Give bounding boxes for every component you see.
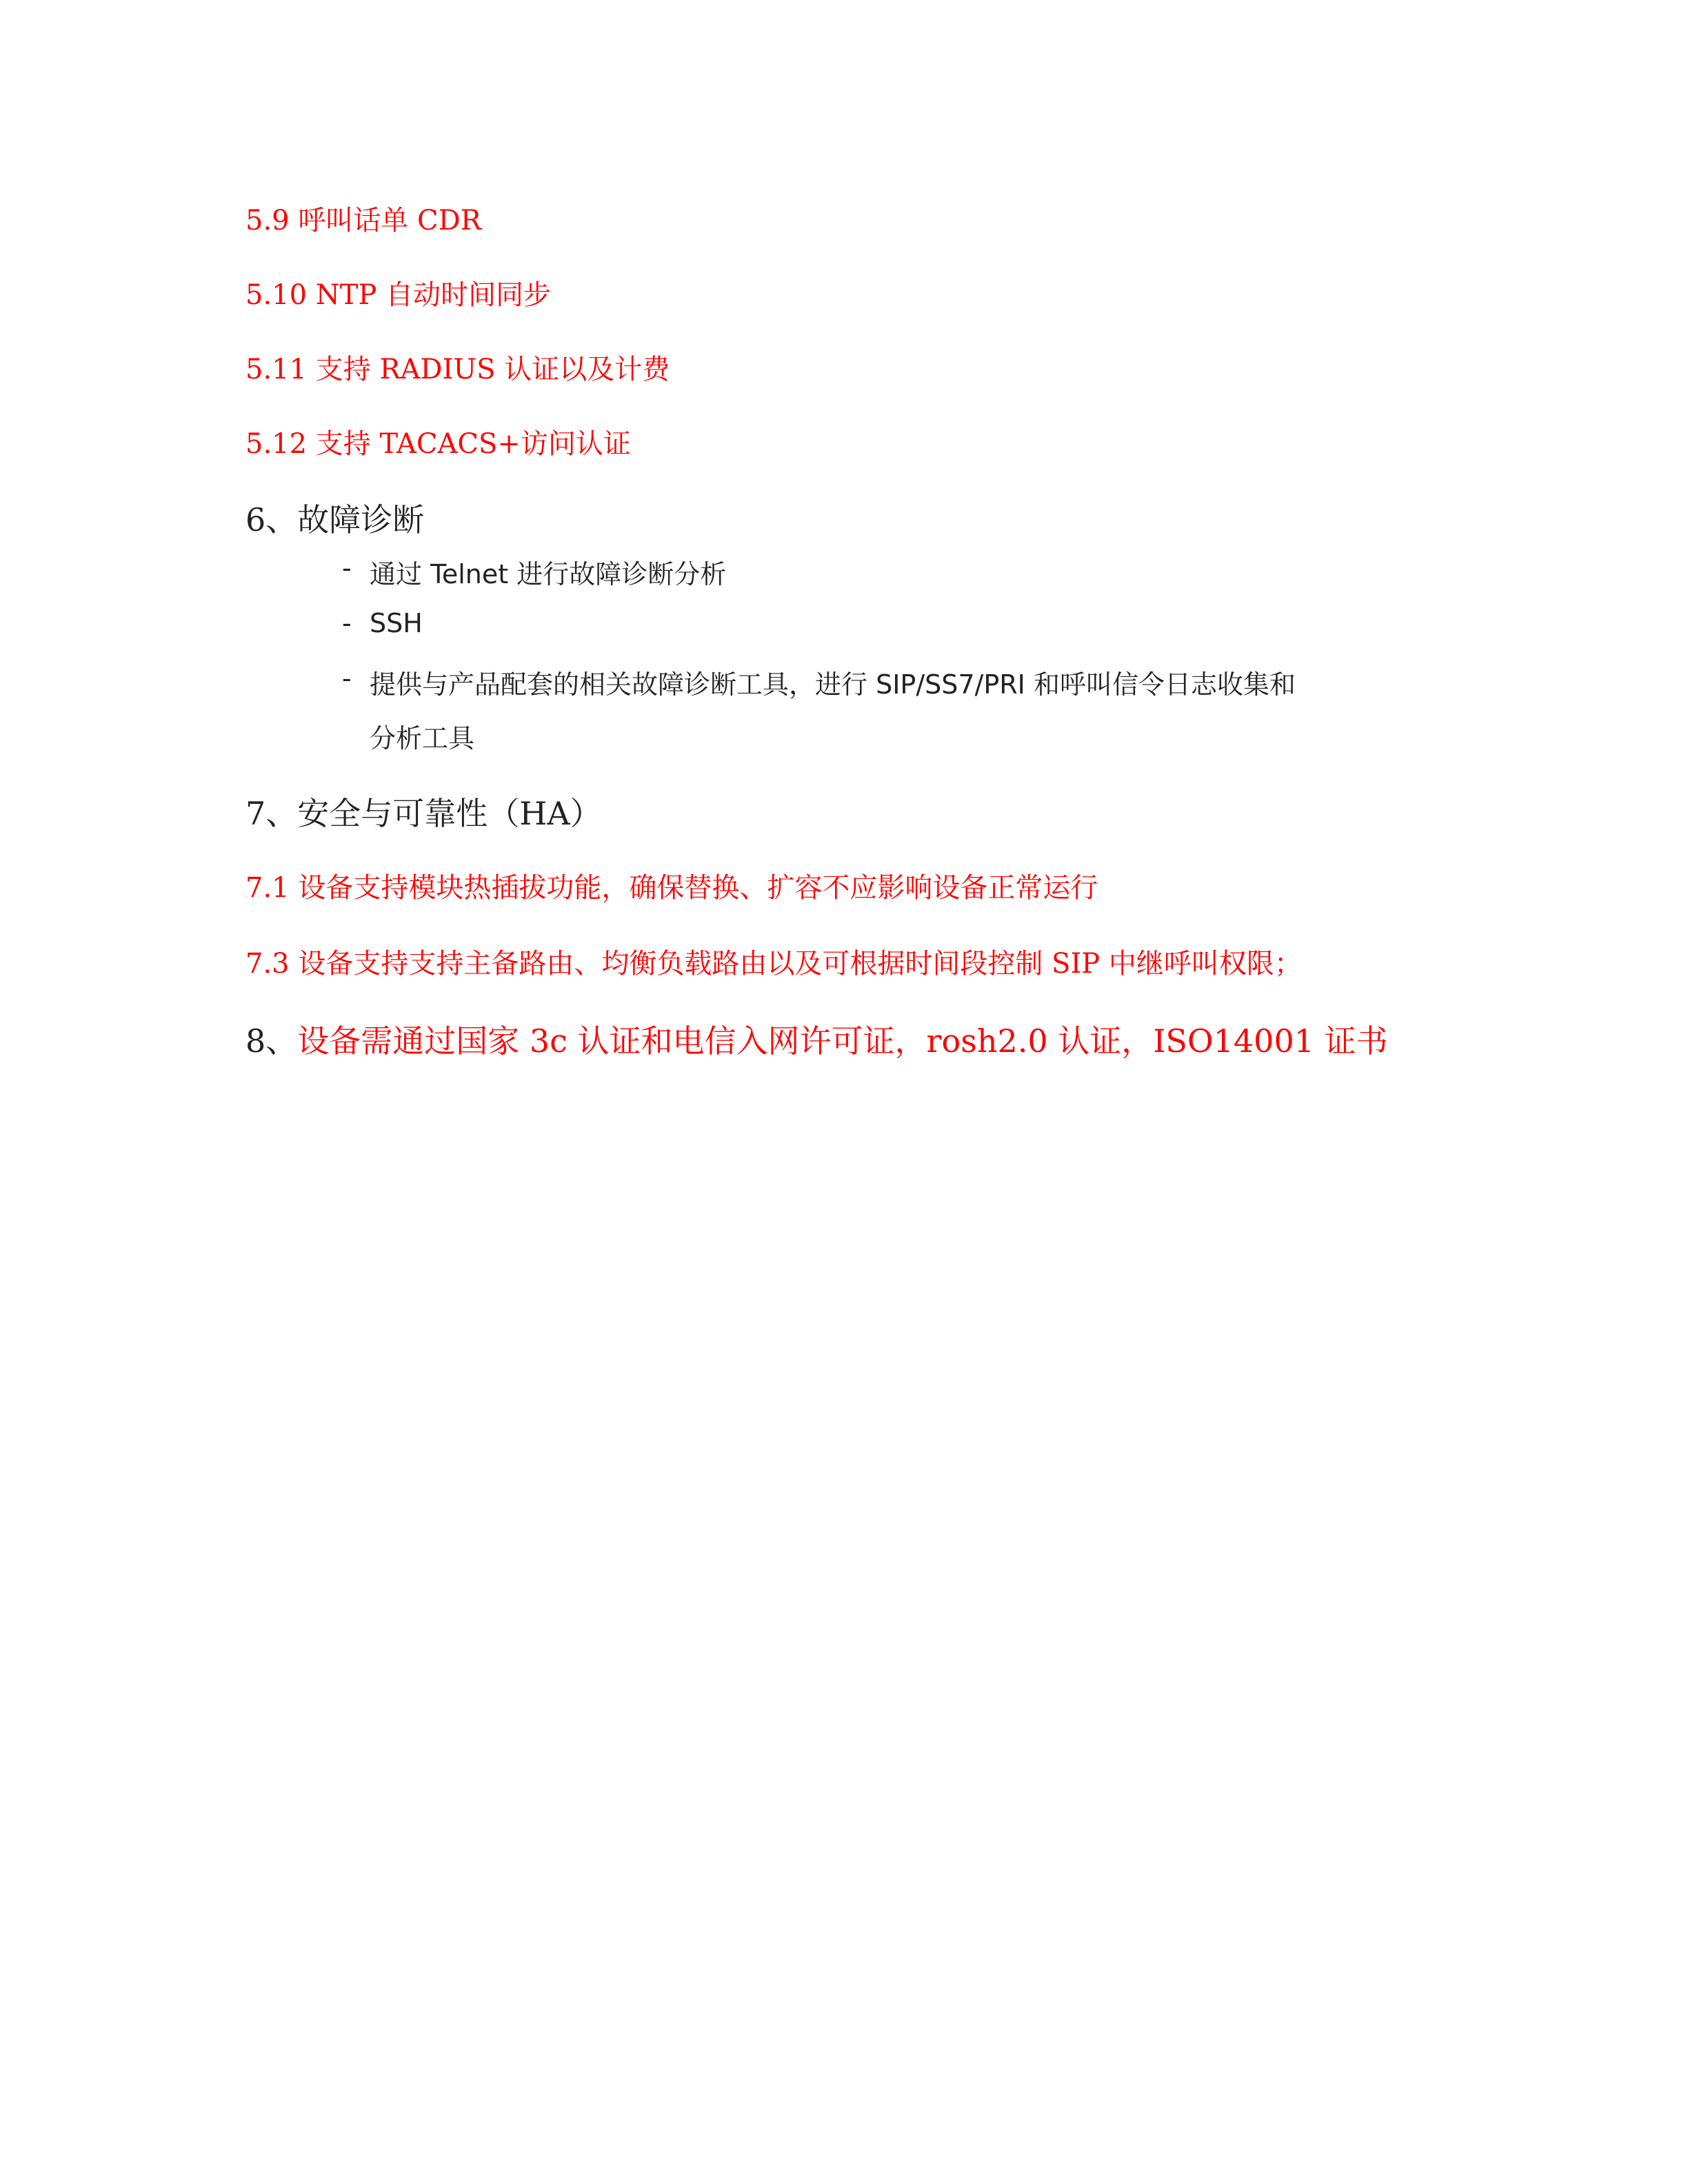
- bullet-marker: -: [342, 663, 352, 694]
- section-8-number: 8、: [245, 1022, 298, 1060]
- item-5-11: 5.11 支持 RADIUS 认证以及计费: [245, 354, 670, 385]
- item-7-1: 7.1 设备支持模块热插拔功能，确保替换、扩容不应影响设备正常运行: [245, 872, 1098, 904]
- bullet-marker: -: [342, 553, 352, 583]
- bullet-diagnostic-tools: 提供与产品配套的相关故障诊断工具，进行 SIP/SS7/PRI 和呼叫信令日志收集和: [370, 669, 1296, 700]
- item-5-12: 5.12 支持 TACACS+访问认证: [245, 428, 631, 460]
- section-8-text: 设备需通过国家 3c 认证和电信入网许可证，rosh2.0 认证，ISO14001 证书: [297, 1022, 1388, 1060]
- bullet-marker: -: [342, 608, 352, 638]
- item-5-10: 5.10 NTP 自动时间同步: [245, 279, 552, 311]
- section-7-heading: 7、安全与可靠性（HA）: [245, 795, 602, 832]
- item-5-9: 5.9 呼叫话单 CDR: [245, 205, 481, 236]
- bullet-telnet: 通过 Telnet 进行故障诊断分析: [370, 559, 727, 589]
- item-7-3: 7.3 设备支持支持主备路由、均衡负载路由以及可根据时间段控制 SIP 中继呼叫权限；: [245, 948, 1302, 980]
- section-6-heading: 6、故障诊断: [245, 501, 425, 538]
- section-8-heading: [245, 1016, 1388, 1062]
- bullet-ssh: SSH: [370, 608, 423, 638]
- bullet-diagnostic-tools-cont: 分析工具: [370, 723, 475, 754]
